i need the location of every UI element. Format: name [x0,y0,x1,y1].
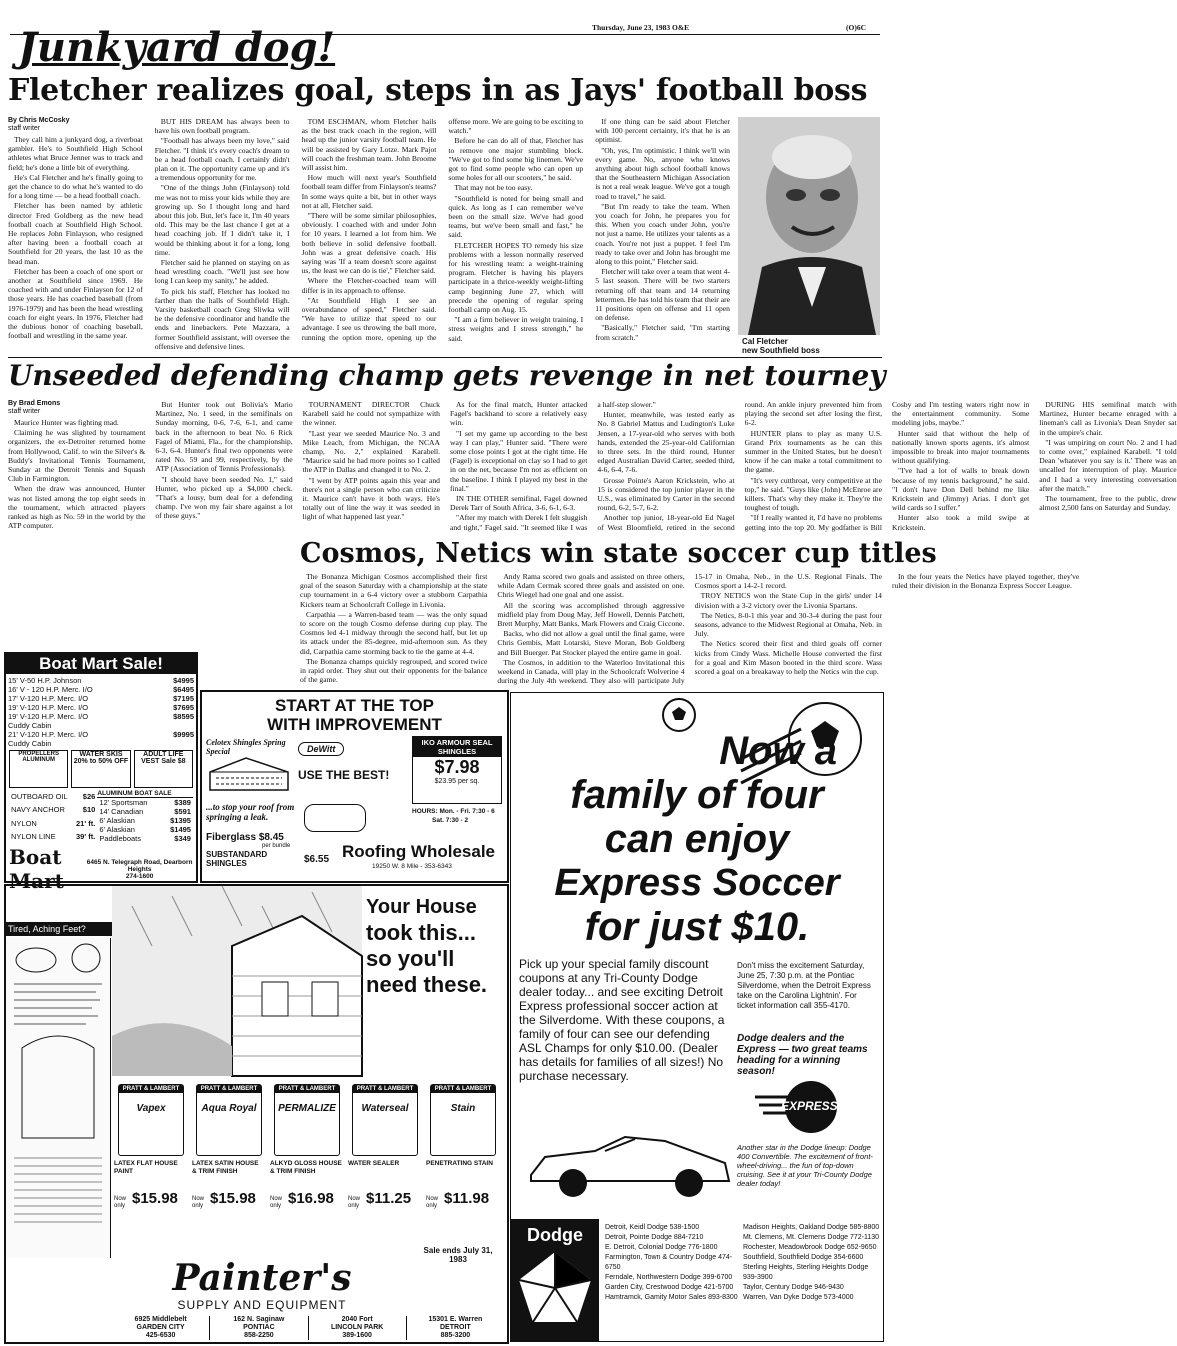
story1-paragraph: "Basically," Fletcher said, "I'm starting from scratch." [595,323,730,342]
paint-can-icon [274,1084,340,1156]
price-row [6,676,196,685]
ad-painters [4,884,509,1344]
story2-paragraph: Hunter also took a mild swipe at Krickstein. [891,513,1030,532]
dodge-dealer: Warren, Van Dyke Dodge 573-4000 [743,1294,854,1301]
paint-product-name: LATEX SATIN HOUSE & TRIM FINISH [192,1160,259,1175]
paint-product [112,1084,188,1239]
dodge-headline-4: Express Soccer [554,862,840,904]
story2-byline-role: staff writer [8,408,41,415]
paint-house-line-1: Your House [366,896,477,918]
price-row-price [154,739,196,748]
price-row [6,685,196,694]
paint-price: $16.98 [288,1190,334,1207]
fiberglass-label: Fiberglass [206,832,257,843]
paint-product-row [112,1084,504,1239]
dodge-dealer: Farmington, Town & Country Dodge 474-6750 [605,1254,733,1271]
roofing-address: 19250 W. 8 Mile - 353-6343 [372,863,452,870]
story3-paragraph: The Bonanza champs quickly regrouped, and scored twice in rapid order. They shut out their opponents for the balance of the game. [300,656,488,685]
paint-can-brand: PRATT & LAMBERT [119,1085,183,1093]
roofing-leak-text: ...to stop your roof from springing a leak. [206,802,295,822]
paint-can-label: Vapex [136,1103,166,1114]
paint-can-brand: PRATT & LAMBERT [431,1085,495,1093]
story2-paragraph: "It's very cutthroat, very competitive at the top," he said. "Guys like (John) McEnroe are killers. That's why they make it. They're the toughest of tough. [744,475,882,513]
price-row [9,830,97,843]
story1-paragraph: They call him a junkyard dog, a riverboat gambler. He's to Southfield High School athletes what Bruce Jenner was to track and field; he's done a little bit of everything. [8,135,143,172]
paint-can-icon [430,1084,496,1156]
story3-headline: Cosmos, Netics win state soccer cup titles [300,538,937,569]
story1-paragraph: "There will be some similar philosophies, obviously. I coached with and under John for 10 years. I learned a lot from him. We both believe in solid defensive football. John was a great defensive coach. His saying was 'If a team doesn't score against us, the least we can do is tie'," Fletcher said. [301,211,437,276]
dodge-dealer: Taylor, Century Dodge 946-9430 [743,1284,844,1291]
boatmart-box-1: WATER SKIS 20% to 50% OFF [71,750,130,788]
express-logo [751,1077,851,1137]
story1-paragraph: That may not be too easy. [454,183,533,193]
boatmart-mid-boxes [6,748,196,790]
price-row-desc: Cuddy Cabin [8,721,52,730]
price-row-price: $1495 [170,825,191,834]
price-row [6,712,196,721]
boatmart-aluminum-title: ALUMINUM BOAT SALE [97,790,193,798]
dodge-dealer: Southfield, Southfield Dodge 354-6600 [743,1254,864,1261]
paint-can-brand: PRATT & LAMBERT [353,1085,417,1093]
price-row-price: $8595 [173,712,194,721]
price-row-desc: NYLON [11,818,37,828]
dodge-dealer: Sterling Heights, Sterling Heights Dodge 939-3900 [743,1264,869,1281]
story2-paragraph: Claiming he was slighted by tournament organizers, the ex-Detroiter returned home from Hollywood, Calif. to win the Silver's & Buddy's Invitational Tennis Tournament, Sunday at the Detroit Tennis and Squash Club in Farmington. [8,428,146,484]
paint-can-icon [118,1084,184,1156]
paint-price: $15.98 [132,1190,178,1207]
story3-paragraph: Carpathia — a Warren-based team — was the only squad to score on the tough Cosmo defense during cup play. The Cosmos led 4-1 midway through the second half, but let up its attack under the 85-degree, mid-afternoon sun. As they did, Carpathia came storming back to tie the game at 4-4. [300,609,488,656]
story3-paragraph: Andy Rama scored two goals and assisted on three others, while Adam Cermak scored three goals and assisted on one. Chris Wiegel had one goal and one assist. [497,572,685,600]
paint-store-city: LINCOLN PARK [330,1324,384,1331]
story1-paragraph: Fletcher said he planned on staying on as head wrestling coach. "We'll just see how long I can keep my sanity," he added. [154,258,290,286]
boatmart-address: 6465 N. Telegraph Road, Dearborn Heights [86,858,193,873]
story2-paragraph: Hunter, meanwhile, was tested early as No. 8 Gabriel Mattus and Ludington's Luke Jensen, a 17-year-old who serves with both hands, extended the 25-year-old Californian to three sets. In the third round, Hunter edged Australian David Carter, seeded third, 4-6, 6-4, 7-6. [597,410,735,475]
story2-column-text [8,400,1177,540]
paint-can-label: Waterseal [361,1103,409,1114]
price-row [9,790,97,803]
price-row [6,721,196,730]
paint-can-label: Aqua Royal [201,1103,257,1114]
price-row [6,730,196,739]
paint-product-name: LATEX FLAT HOUSE PAINT [114,1160,178,1175]
dodge-headline-5: for just $10. [584,905,810,949]
dodge-dealer: Detroit, Pointe Dodge 884-7210 [605,1234,704,1241]
story2-paragraph: HUNTER plans to play as many U.S. Grand Prix tournaments as he can this summer in the United States, but he doesn't know if he can make a total commitment to the game. [744,428,882,475]
paint-store-city: DETROIT [440,1324,471,1331]
price-row-price: $4995 [173,676,194,685]
dodge-dealers-right [743,1223,881,1303]
paint-can-brand: PRATT & LAMBERT [275,1085,339,1093]
story1-paragraph: BUT HIS DREAM has always been to have his own football program. [154,117,290,136]
boatmart-brand: Boat Mart [9,845,64,893]
price-row [97,825,193,834]
price-row [97,807,193,816]
paint-store [406,1316,504,1340]
story3-paragraph: In the four years the Netics have played together, they've ruled their division in the Bonanza Express Soccer League. [891,572,1080,591]
paint-product-name: ALKYD GLOSS HOUSE & TRIM FINISH [270,1160,342,1175]
fiberglass-price: $8.45 [258,832,284,843]
paint-now-only: Now only [192,1196,205,1209]
story1-paragraph: "Southfield is noted for being small and quick. As long as I can remember we've been on the small size. We've had good teams, but we've been small and fast," he said. [448,193,584,240]
story3-column-text [300,572,1080,688]
paint-side-text: Tired, Aching Feet? [6,922,114,936]
paint-script-brand: Painter's [172,1257,352,1299]
boatmart-box-2: ADULT LIFE VEST Sale $8 [134,750,193,788]
story1-body [8,117,730,351]
dodge-dealers-left [605,1223,741,1303]
iko-price: $7.98 [434,757,480,777]
price-row-price: $26 [82,792,96,802]
story2-paragraph: DURING HIS semifinal match with Martinez, Hunter became enraged with a lineman's call as Livonia's Dean Snyder sat in the umpire's chair. [1039,400,1177,437]
paint-sidebar-panel [6,938,111,1258]
story2-paragraph: TOURNAMENT DIRECTOR Chuck Karabell said he could not sympathize with the winner. [302,400,440,428]
story2-paragraph: "I went by ATP points again this year and there's not a single person who can criticize it. Maurice can't have it both ways. He's totally out of line the way it was seeded in light of what happened last year." [302,475,440,522]
paint-house-line-2: took this... [366,920,476,945]
price-row-price [154,721,196,730]
story1-paragraph: If one thing can be said about Fletcher with 100 percent certainty, it's that he is an optimist. [595,117,730,145]
paint-product-name: PENETRATING STAIN [426,1160,493,1167]
story3-body [300,572,1079,688]
dodge-car-note: Another star in the Dodge lineup: Dodge 400 Convertible. The excitement of front-wheel-driving... the fun of top-down cruising. See it at your Tri-County Dodge dealer today! [737,1143,873,1188]
dodge-convertible-image [525,1117,735,1207]
price-row [9,803,97,816]
story2-paragraph: Hunter said that without the help of nationally known sports agents, it's almost impossible to break into major tournaments without qualifying. [891,428,1030,466]
price-row [97,816,193,825]
paint-store [112,1316,209,1340]
paint-product [190,1084,266,1239]
substandard-label: SUBSTANDARD SHINGLES [206,850,268,868]
boatmart-accessory-table [9,790,97,843]
story1-paragraph: "At Southfield High I see an overabundance of speed," Fletcher said. "We have to utilize that speed to our advantage. I see us throwing the ball more, running the option more, opening up the offense more. We are going to be exciting to watch." [301,117,584,342]
story1-paragraph: "Football has always been my love," said Fletcher. "I think it's every coach's dream to be a head football coach. I certainly didn't plan on it. The opportunity came up and it's a tremendous opportunity for me. [154,136,290,183]
boatmart-title: Boat Mart Sale! [6,654,196,674]
paint-can-label: PERMALIZE [278,1103,336,1114]
story3-paragraph: TROY NETICS won the State Cup in the girls' under 14 division with a 3-2 victory over the Livonia Spartans. [694,591,882,610]
paint-store [308,1316,406,1340]
ad-boatmart [4,652,198,893]
paint-product [268,1084,344,1239]
story1-column-text [8,117,730,353]
story1-paragraph: Fletcher will take over a team that went 4-5 last season. There will be two starters returning off that team and 14 returning lettermen. He has told his team that their are 11 positions open on offense and 11 open on defense. [595,267,730,323]
paint-now-only: Now only [426,1196,439,1209]
roofing-iko-box [412,736,502,804]
story1-paragraph: Fletcher has been named by athletic director Fred Goldberg as the new head football coach at Southfield High School. He replaces John Finlayson, who resigned after having been a football coach at Southfield for 20 years, the last 10 as the head man. [8,201,143,266]
roofing-hours-1: HOURS: Mon. - Fri. 7:30 - 6 [412,808,495,815]
price-row-desc: 14' Canadian [99,807,144,816]
paint-product-name: WATER SEALER [348,1160,400,1167]
price-row-desc: 21' V-120 H.P. Merc. I/O [8,730,89,739]
roofing-hours-2: Sat. 7:30 - 2 [432,817,469,824]
roofing-brand: Roofing Wholesale [342,842,495,861]
dodge-headline-1: Now a [719,729,837,773]
story1-paragraph: To pick his staff, Fletcher has looked no farther than the halls of Southfield High. Varsity basketball coach Greg Sliwka will be the defensive coordinator and handle the ends and linebackers. Pete Mazzara, a former Southfield assistant, will oversee the offensive and defensive lines. [154,286,290,351]
story2-paragraph: The tournament, free to the public, drew almost 2,500 fans on Saturday and Sunday. [1039,494,1177,513]
paint-product [424,1084,500,1239]
story1-paragraph: "I am a firm believer in weight training. I stress weights and I stress strength," he said. [448,315,584,343]
price-row [97,798,193,807]
masthead-page: (O)6C [846,23,866,32]
price-row-desc: Cuddy Cabin [8,739,52,748]
dodge-logo-block [511,1219,599,1341]
paint-store-city: GARDEN CITY [136,1324,185,1331]
paint-product [346,1084,422,1239]
paint-store-phone: 389-1600 [342,1332,372,1339]
story1-paragraph: Fletcher has been a coach of one sport or another at Southfield since 1969. He coached with and under Finlayson for 12 of those years. He has coached baseball (from 1976-1979) and has been the head wrestling coach for eight years. In 1976, Fletcher had the dubious honor of coaching baseball, football and wrestling in the same year. [8,266,143,341]
dodge-dealer: Detroit, Keidl Dodge 538-1500 [605,1224,700,1231]
dodge-dealer: Hamtramck, Gamity Motor Sales 893-8300 [605,1294,738,1301]
price-row-desc: NYLON LINE [11,831,56,841]
story2-paragraph: "Last year we seeded Maurice No. 3 and Mike Leach, from Michigan, the NCAA champ, No. 2," explained Karabell. "Maurice said he had more points so I called the ATP in Dallas and changed it to No. 2. [302,428,440,475]
price-row-price: $9995 [173,730,194,739]
price-row-price: $591 [174,807,191,816]
story3-paragraph: The Cosmos, in addition to the Waterloo Invitational this weekend in Canada, will play in the Schoolcraft Wolverine 4 during the July 4th weekend. They also will participate July 15-17 in Omaha, Neb., in the U.S. Regional Finals. The Cosmos sport a 14-2-1 record. [497,572,882,686]
price-row-desc: 6' Alaskian [99,816,135,825]
price-row [6,703,196,712]
story1-byline: By Chris McCosky [8,117,70,124]
price-row-desc: OUTBOARD OIL [11,792,68,802]
paint-store-addr: 15301 E. Warren [428,1316,483,1323]
dodge-tagline: Dodge dealers and the Express — two great teams heading for a winning season! [737,1033,868,1077]
price-row-price: $7695 [173,703,194,712]
price-row-desc: Paddleboats [99,834,142,843]
paint-store-city: PONTIAC [243,1324,275,1331]
story1-paragraph: TOM ESCHMAN, whom Fletcher hails as the best track coach in the region, will head up the junior varsity football team. He will be assisted by Gary Lotze. Mark Pajot will coach the freshman team. John Broome will assist him. [301,117,437,173]
paint-can-icon [196,1084,262,1156]
story2-paragraph: When the draw was announced, Hunter was not listed among the top eight seeds in the tournament, which attracted players ranked as high as No. 59 in the world by the ATP computer. [8,484,146,531]
roofing-headline-2: WITH IMPROVEMENT [267,715,442,734]
roofing-headline-1: START AT THE TOP [275,696,434,715]
paint-price: $11.25 [366,1190,412,1207]
paint-can-brand: PRATT & LAMBERT [197,1085,261,1093]
iko-title: IKO ARMOUR SEAL SHINGLES [413,737,501,757]
ad-roofing [200,690,509,883]
story1-paragraph: "But I'm ready to take the team. When you coach for John, he prepares you for this. When you coach under John, you're not just a name. He utilizes your talents as a coach. You're not just a puppet. I feel I'm ready to take over and John has brought me along to this point," Fletcher said. [595,201,730,267]
price-row-price: $6495 [173,685,194,694]
price-row-price: $7195 [173,694,194,703]
dodge-pentastar-icon [511,1246,599,1326]
price-row-price: $1395 [170,816,191,825]
story2-paragraph: Maurice Hunter was fighting mad. [14,418,119,427]
price-row [9,817,97,830]
story1-paragraph: Where the Fletcher-coached team will differ is in its approach to offense. [301,276,437,295]
celotex-label: Celotex Shingles Spring Special [206,738,286,756]
dodge-dealer: E. Detroit, Colonial Dodge 776-1800 [605,1244,718,1251]
boatmart-box-0: PROPELLERS ALUMINUM [9,750,68,788]
dodge-headline-3: can enjoy [604,817,790,861]
story1-headline: Fletcher realizes goal, steps in as Jays' football boss [8,73,868,108]
price-row [6,739,196,748]
price-row [97,834,193,843]
paint-store-addr: 6925 Middlebelt [134,1316,187,1323]
story2-paragraph: IN THE OTHER semifinal, Fagel downed Derek Tarr of South Africa, 3-6, 6-1, 6-3. [449,494,588,513]
dodge-dealer: Mt. Clemens, Mt. Clemens Dodge 772-1130 [743,1234,880,1241]
paint-store [209,1316,307,1340]
price-row-desc: 16' V - 120 H.P. Merc. I/O [8,685,93,694]
paint-store-list [112,1316,504,1340]
price-row-desc: 19' V-120 H.P. Merc. I/O [8,712,89,721]
price-row-desc: 6' Alaskian [99,825,135,834]
story1-paragraph: Before he can do all of that, Fletcher has to remove one major stumbling block. "We've got to find some big linemen. We've got to find some people who can open up some holes for all our scooters," he said. [448,136,584,183]
price-row-desc: 17' V-120 H.P. Merc. I/O [8,694,89,703]
price-row-desc: 12' Sportsman [99,798,148,807]
ad-dodge [510,692,884,1342]
story2-paragraph: Grosse Pointe's Aaron Krickstein, who at 15 is considered the top junior player in the U.S., was eliminated by Carter in the second round, 6-2, 5-7, 6-2. [597,475,735,513]
story2-body [8,400,1177,540]
paint-can-icon [352,1084,418,1156]
dodge-headline-2: family of four [570,773,824,817]
story2-paragraph: "I was umpiring on court No. 2 and I had to come over," explained Karabell. "I told Dean 'whatever you say is it.' There was an uncalled for interruption of play. Maurice and I had a very interesting conversation after the match." [1039,437,1177,493]
story3-paragraph: The Bonanza Michigan Cosmos accomplished their first goal of the season Saturday with a championship at the state cup tournament in a 6-4 victory over a stubborn Carpathia Kickers team at Schoolcraft College in Livonia. [300,572,488,609]
story3-paragraph: All the scoring was accomplished through aggressive midfield play from Doug May, Jeff Howell, Dennis Patchett, Brett Murphy, Matt Banks, Mark Flowers and Craig Ciccone. [497,600,685,629]
paint-now-only: Now only [348,1196,361,1209]
price-row-price: $389 [174,798,191,807]
paint-weathered-house [112,886,362,1076]
dodge-body: Pick up your special family discount coupons at any Tri-County Dodge dealer today... and see exciting Detroit Express professional soccer action at the Silverdome. With these coupons, a family of four can see our defending ASL Champs for only $10.00. (Dealer has details for families of all sizes!) No purchase necessary. [519,957,725,1083]
boatmart-aluminum-table [97,798,193,843]
price-row-price: $10 [82,805,96,815]
story2-paragraph: "I've had a lot of walls to break down because of my tennis background," he said. "I don't have Don Dell behind me like Krickstein and (Jimmy) Arias. I don't get wild cards so I suffer." [891,466,1030,513]
story1-paragraph: He's Cal Fletcher and he's finally going to get the chance to do what he's wanted to do for a long time — be a head football coach. [8,172,143,201]
story3-paragraph: The Netics scored their first and third goals off corner kicks from Cindy Wass. Michelle House converted the first for a goal and Kim Mason booted in the third score. Wass scored a goal on a breakaway to help the Netics win the cup. [694,639,882,677]
iko-sub: $23.95 per sq. [434,778,480,785]
paint-house-line-3: so you'll [366,946,455,971]
price-row [6,694,196,703]
roofing-use-best: USE THE BEST! [298,768,390,782]
story2-paragraph: "After my match with Derek I felt sluggish and tight," Fagel said. "It seemed like I was a half-step slower." [449,400,656,532]
paint-store-phone: 858-2250 [244,1332,274,1339]
dodge-dealer: Garden City, Crestwood Dodge 421-5700 [605,1284,734,1291]
story1-paragraph: "One of the things John (Finlayson) told me was not to miss your kids while they are growing up. So I thought long and hard about this job. But, let's face it, I'm 40 years old. This may be the last chance I get at a head coaching job. If I didn't take it, I would be thinking about it for a long, long time. [154,183,290,257]
story2-paragraph: But Hunter took out Bolivia's Mario Martinez, No. 1 seed, in the semifinals on Sunday morning, 0-6, 7-6, 6-1, and came back in the afternoon to beat No. 6 Rick Fagel of Miami, Fla., for the championship, 6-3, 6-4. Hunter's final two opponents were rated No. 59 and 99, respectively, by the ATP (Association of Tennis Professionals). [155,400,293,474]
story3-paragraph: The Netics, 8-0-1 this year and 30-3-4 during the past four seasons, advance to the Midwest Regional at Omaha, Neb. in July. [694,610,882,639]
story1-kicker: Junkyard dog! [18,24,336,71]
story2-paragraph: "I should have been seeded No. 1," said Hunter, who picked up a $4,000 check. "That's a lousy, bum deal for a defending champ. I've won my fair share against a lot of these guys." [155,474,293,521]
masthead-date: Thursday, June 23, 1983 O&E [592,23,690,32]
story2-byline: By Brad Emons [8,400,61,407]
paint-sale-ends: Sale ends July 31, 1983 [423,1246,493,1264]
story1-paragraph: How much will next year's Southfield football team differ from Finlayson's teams? In some ways quite a bit, but in other ways not at all, Fletcher said. [301,173,437,210]
story2-headline: Unseeded defending champ gets revenge in net tourney [8,359,886,392]
price-row-price: $349 [174,834,191,843]
story1-byline-role: staff writer [8,125,41,132]
paint-store-phone: 425-6530 [145,1332,176,1339]
price-row-price: 39' ft. [76,831,96,841]
paint-house-line-4: need these. [366,972,488,997]
roofing-celotex [206,738,296,804]
dodge-dealer: Madison Heights, Oakland Dodge 585-8800 [743,1224,880,1231]
dodge-dealer: Ferndale, Northwestern Dodge 399-6700 [605,1274,733,1281]
paint-store-phone: 885-3200 [440,1332,471,1339]
price-row-desc: 15' V-50 H.P. Johnson [8,676,82,685]
roofing-dewitt-logo: DeWitt [298,742,344,756]
paint-price: $15.98 [210,1190,256,1207]
story3-paragraph: Backs, who did not allow a goal until the final game, were Chris Gembis, Matt Lotarski, Steve Moran, Bob Goldberg and Bill Buerger. Pat Stocker played the entire game in goal. [497,629,685,657]
dodge-dealer: Rochester, Meadowbrook Dodge 652-9650 [743,1244,877,1251]
paint-store-addr: 162 N. Saginaw [233,1316,285,1323]
story2-paragraph: As for the final match, Hunter attacked Fagel's backhand to score a relatively easy win. [449,400,588,428]
price-row-price: 21' ft. [76,818,96,828]
story2-paragraph: "I set my game up according to the best way I can play," Hunter said. "There were some close points I got at the right time. He (Fagel) is exceptional on clay so I had to get in on the net, because I'm not as efficient on the baseline. I think I played my best in the final." [449,428,588,493]
dodge-logo-text: Dodge [527,1225,583,1245]
paint-can-label: Stain [450,1103,476,1114]
story1-paragraph: "Oh, yes, I'm optimistic. I think we'll win every game. No, anyone who knows anything about high school football knows that the Southeastern Michigan Association is not a real weak league. We've got a tough road to travel," he said. [595,145,730,201]
dodge-side-note: Don't miss the excitement Saturday, June 25, 7:30 p.m. at the Pontiac Silverdome, when the Detroit Express take on the Carolina Lightnin'. For ticket information call 355-4170. [737,961,871,1010]
roofing-leak-stoppers [304,804,366,832]
fiberglass-sub: per bundle [262,843,291,849]
boatmart-phone: 274-1600 [125,872,154,880]
express-logo-text: EXPRESS [781,1099,838,1113]
photo-caption-name: Cal Fletcher [742,337,788,346]
paint-now-only: Now only [114,1196,127,1209]
story2-paragraph: Another top junior, 18-year-old Ed Nagel of West Bloomfield, retired in the second round. An ankle injury prevented him from playing the second set after losing the first, 6-2. [597,400,882,532]
paint-brand-banner [112,1258,412,1316]
fletcher-photo [738,117,880,335]
paint-price: $11.98 [444,1190,490,1207]
price-row-desc: NAVY ANCHOR [11,805,65,815]
story1-paragraph: FLETCHER HOPES TO remedy his size problems with a lesson normally reserved for his wrestling team: a weight-training program. Fletcher is having his players participate in a thrice-weekly weight-lifting camp beginning June 27, which will precede the opening of regular spring football camp on Aug. 15. [448,240,584,315]
substandard-price: $6.55 [304,854,330,865]
paint-supply: SUPPLY AND EQUIPMENT [177,1298,347,1312]
story2-paragraph: "If I really wanted it, I'd have no problems getting into the top 20. My godfather is Bill Cosby and I'm testing waters right now in the entertainment community. Some modeling jobs, maybe." [744,400,1030,532]
paint-now-only: Now only [270,1196,283,1209]
house-icon [206,756,292,792]
price-row-desc: 19' V-120 H.P. Merc. I/O [8,703,89,712]
boatmart-boat-table [6,676,196,748]
photo-caption-title: new Southfield boss [742,346,820,355]
paint-store-addr: 2040 Fort [341,1316,373,1323]
